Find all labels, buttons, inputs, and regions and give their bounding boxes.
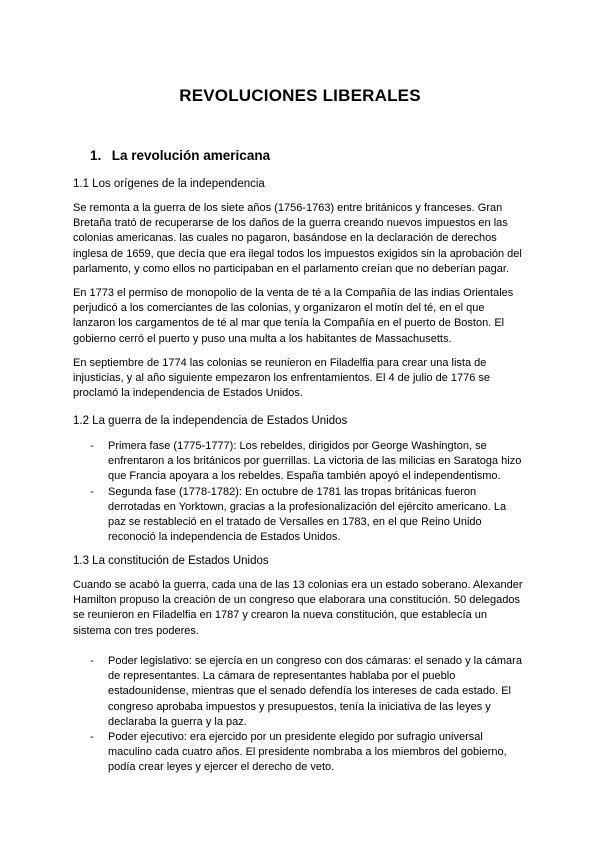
list-item-text: Poder legislativo: se ejercía en un congreso con dos cámaras: el senado y la cámara de representantes. La cámara de representantes hablaba por el pueblo estadounidense, mientras que el senado defendía los intereses de cada estado. El congreso aprobaba impuestos y presupuestos, tenía la iniciativa de las leyes y declaraba la guerra y la paz. [108, 655, 522, 728]
bullet-dash: - [90, 440, 94, 452]
document-title: REVOLUCIONES LIBERALES [179, 86, 421, 105]
list-item [73, 730, 525, 776]
section-number: 1. [90, 148, 102, 163]
subheading-1-1: 1.1 Los orígenes de la independencia [73, 178, 265, 190]
list-item [73, 485, 525, 546]
section-heading-1 [90, 148, 270, 163]
bullet-dash: - [90, 485, 94, 498]
paragraph [73, 356, 525, 402]
bullet-list [73, 439, 525, 545]
paragraph [73, 201, 525, 277]
list-item-text: Primera fase (1775-1777): Los rebeldes, dirigidos por George Washington, se enfrentaron a los británicos por guerrillas. La victoria de las milicias en Saratoga hizo que Francia apoyara a los rebeldes. España también apoyó el independentismo. [108, 440, 522, 483]
subheading-1-2: 1.2 La guerra de la independencia de Estados Unidos [73, 415, 348, 427]
paragraph-text: En 1773 el permiso de monopolio de la venta de té a la Compañía de las indias Orientales perjudicó a los comerciantes de las colonias, y organizaron el motín del té, en el que lanzaron los cargamentos de té al mar que tenía la Compañía en el puerto de Boston. El gobierno cerró el puerto y puso una multa a los habitantes de Massachusetts. [73, 287, 514, 345]
paragraph [73, 286, 525, 347]
paragraph [73, 578, 525, 639]
bullet-dash: - [90, 655, 94, 667]
subheading-1-3: 1.3 La constitución de Estados Unidos [73, 555, 269, 567]
section-title: La revolución americana [111, 148, 271, 163]
bullet-list [73, 654, 525, 776]
paragraph-text: Se remonta a la guerra de los siete años (1756-1763) entre británicos y franceses. Gran Bretaña trató de recuperarse de los daños de la guerra creando nuevos impuestos en las colonias americanas. las cuales no pagaron, basándose en la declaración de derechos inglesa de 1659, que decía que era ilegal todos los impuestos exigidos sin la aprobación del parlamento, y como ellos no participaban en el parlamento creían que no deberían pagar. [73, 202, 522, 275]
list-item-text: Segunda fase (1778-1782): En octubre de 1781 las tropas británicas fueron derrotadas en Yorktown, gracias a la profesionalización del ejército americano. La paz se restableció en el tratado de Versalles en 1783, en el que Reino Unido reconoció la independencia de Estados Unidos. [108, 485, 507, 544]
list-item [73, 439, 525, 485]
paragraph-text: Cuando se acabó la guerra, cada una de las 13 colonias era un estado soberano. Alexander Hamilton propuso la creación de un congreso que elaborara una constitución. 50 delegados se reunieron en Filadelfia en 1787 y crearon la nueva constitución, que establecía un sistema con tres poderes. [73, 579, 523, 637]
bullet-dash: - [90, 731, 94, 744]
list-item [73, 654, 525, 730]
list-item-text: Poder ejecutivo: era ejercido por un presidente elegido por sufragio universal maculino cada cuatro años. El presidente nombraba a los miembros del gobierno, podía crear leyes y ejercer el derecho de veto. [108, 731, 507, 774]
paragraph-text: En septiembre de 1774 las colonias se reunieron en Filadelfia para crear una lista de injusticias, y al año siguiente empezaron los enfrentamientos. El 4 de julio de 1776 se proclamó la independencia de Estados Unidos. [73, 357, 491, 400]
